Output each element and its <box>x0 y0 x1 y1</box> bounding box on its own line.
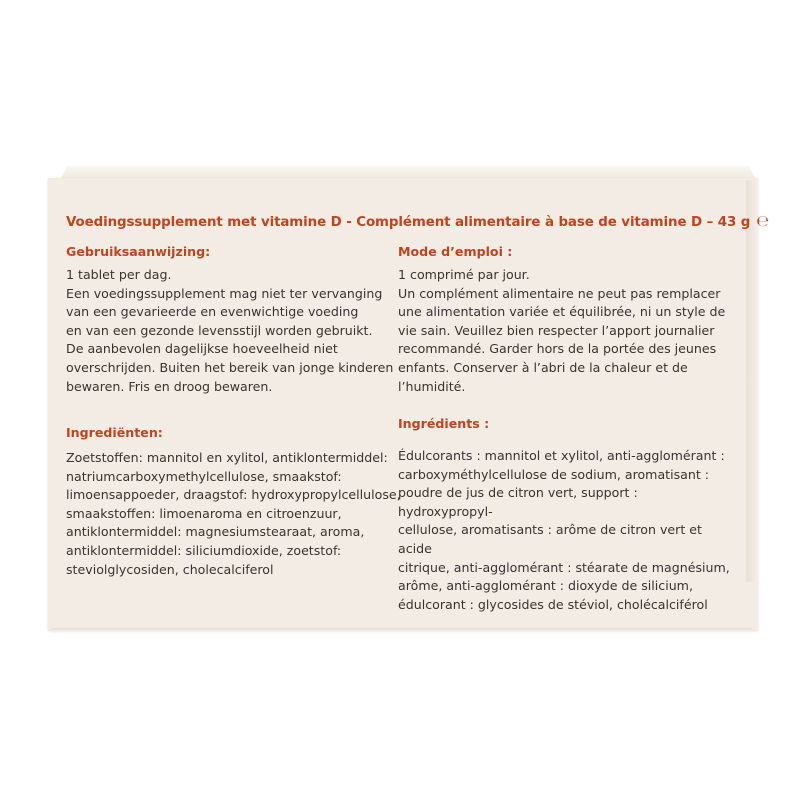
usage-section-nl <box>66 243 401 396</box>
product-title-text: Voedingssupplement met vitamine D - Complément alimentaire à base de vitamine D – 43 g <box>66 215 751 230</box>
usage-text-fr: 1 comprimé par jour. Un complément alimentaire ne peut pas remplacer une alimentation variée et équilibrée, ni un style de vie sain. Veuillez bien respecter l’apport journalier recommandé. Garder hors de la portée des jeunes enfants. Conserver à l’abri de la chaleur et de l’humidité. <box>398 267 726 394</box>
ingredients-heading-fr: Ingrédients : <box>398 416 490 431</box>
usage-text-nl: 1 tablet per dag. Een voedingssupplement mag niet ter vervanging van een gevarieerde en evenwichtige voeding en van een gezonde levensstijl worden gebruikt. De aanbevolen dagelijkse hoeveelheid niet overschrijden. Buiten het bereik van jonge kinderen bewaren. Fris en droog bewaren. <box>66 267 394 394</box>
usage-heading-nl: Gebruiksaanwijzing: <box>66 244 211 259</box>
usage-section-fr <box>398 243 733 396</box>
package-shadow <box>52 628 752 634</box>
package-side-edge <box>746 180 758 582</box>
estimated-sign: ℮ <box>756 212 769 230</box>
ingredients-text-nl: Zoetstoffen: mannitol en xylitol, antiklontermiddel: natriumcarboxymethylcellulose, smaakstof: limoensappoeder, draagstof: hydroxypropylcellulose, smaakstoffen: limoenaroma en citroenzuur, antiklontermiddel: magnesiumstearaat, aroma, antiklontermiddel: siliciumdioxide, zoetstof: steviolglycosiden, cholecalciferol <box>66 450 401 577</box>
ingredients-heading-nl: Ingrediënten: <box>66 425 163 440</box>
ingredients-text-fr: Édulcorants : mannitol et xylitol, anti-agglomérant : carboxyméthylcellulose de sodium, aromatisant : poudre de jus de citron vert, support : hydroxypropyl- cellulose, aromatisants : arôme de citron vert et acide citrique, anti-agglomérant : stéarate de magnésium, arôme, anti-agglomérant : dioxyde de silicium, édulcorant : glycosides de stéviol, cholécalciférol <box>398 448 730 612</box>
product-title <box>66 212 769 230</box>
usage-heading-fr: Mode d’emploi : <box>398 244 513 259</box>
ingredients-section-nl <box>66 424 401 579</box>
ingredients-section-fr <box>398 415 733 614</box>
